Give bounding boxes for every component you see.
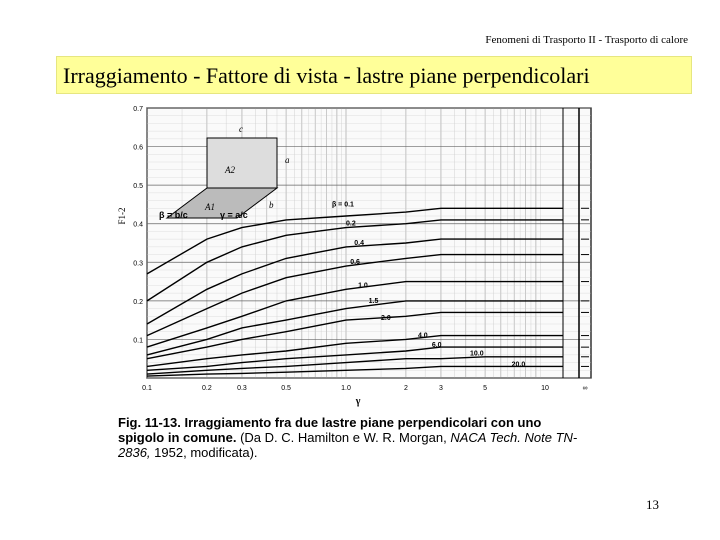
inset-label: b (269, 200, 274, 210)
inset-formula-beta: β = b/c (159, 210, 188, 220)
x-tick-label: ∞ (582, 385, 588, 392)
x-tick-label: 0.1 (142, 385, 152, 392)
y-tick-label: 0.5 (133, 183, 143, 191)
x-tick-label: 0.5 (281, 385, 291, 392)
x-tick-label: 0.3 (237, 385, 247, 392)
view-factor-chart (115, 100, 595, 420)
title-bar (56, 56, 692, 94)
series-label: 0.2 (346, 220, 356, 228)
y-tick-label: 0.2 (133, 298, 143, 306)
inset-plate-a2 (207, 138, 277, 188)
series-label: 1.0 (358, 282, 368, 290)
y-tick-label: 0.3 (133, 260, 143, 268)
caption-body: Irraggiamento fra due lastre piane perpendicolari con uno spigolo in comune. (118, 415, 542, 445)
caption-cite-3: 1952, modificata). (154, 445, 258, 460)
inset-label: c (239, 124, 243, 134)
page-number: 13 (646, 497, 659, 512)
caption-fig-label: Fig. 11-13. (118, 415, 181, 430)
y-tick-label: 0.4 (133, 221, 143, 229)
x-tick-label: 0.2 (202, 385, 212, 392)
series-label: 0.4 (354, 239, 364, 247)
chart-svg (115, 100, 595, 420)
caption-cite-1: (Da D. C. Hamilton e W. R. Morgan, (240, 430, 447, 445)
slide-header: Fenomeni di Trasporto II - Trasporto di calore (485, 34, 688, 46)
x-tick-label: 3 (438, 385, 443, 392)
x-tick-label: 10 (541, 385, 549, 392)
series-label: 2.0 (381, 315, 391, 323)
inset-formula-gamma: γ = a/c (220, 210, 248, 220)
y-tick-label: 0.1 (133, 337, 143, 345)
inset-label: a (285, 155, 290, 165)
slide-title: Irraggiamento - Fattore di vista - lastre piane perpendicolari (63, 63, 590, 88)
series-label: 1.5 (368, 297, 379, 305)
x-tick-label: 5 (483, 385, 488, 392)
x-tick-label: 2 (403, 385, 408, 392)
x-tick-label: 1.0 (341, 385, 351, 392)
inset-label: A2 (225, 165, 235, 175)
y-tick-label: 0.6 (133, 144, 143, 152)
inset-label: A1 (205, 202, 215, 212)
y-tick-label: 0.7 (133, 106, 143, 113)
series-label: 6.0 (431, 342, 442, 350)
series-label: 0.6 (350, 259, 360, 267)
series-label: β = 0.1 (331, 201, 354, 209)
figure-caption (118, 415, 588, 460)
y-axis-label: F1-2 (117, 207, 127, 225)
series-label: 10.0 (470, 350, 484, 358)
caption-cite-2: NACA Tech. Note TN-2836, (118, 430, 578, 460)
x-axis-label: γ (355, 396, 361, 407)
series-label: 4.0 (417, 332, 428, 340)
series-label: 20.0 (511, 361, 526, 369)
